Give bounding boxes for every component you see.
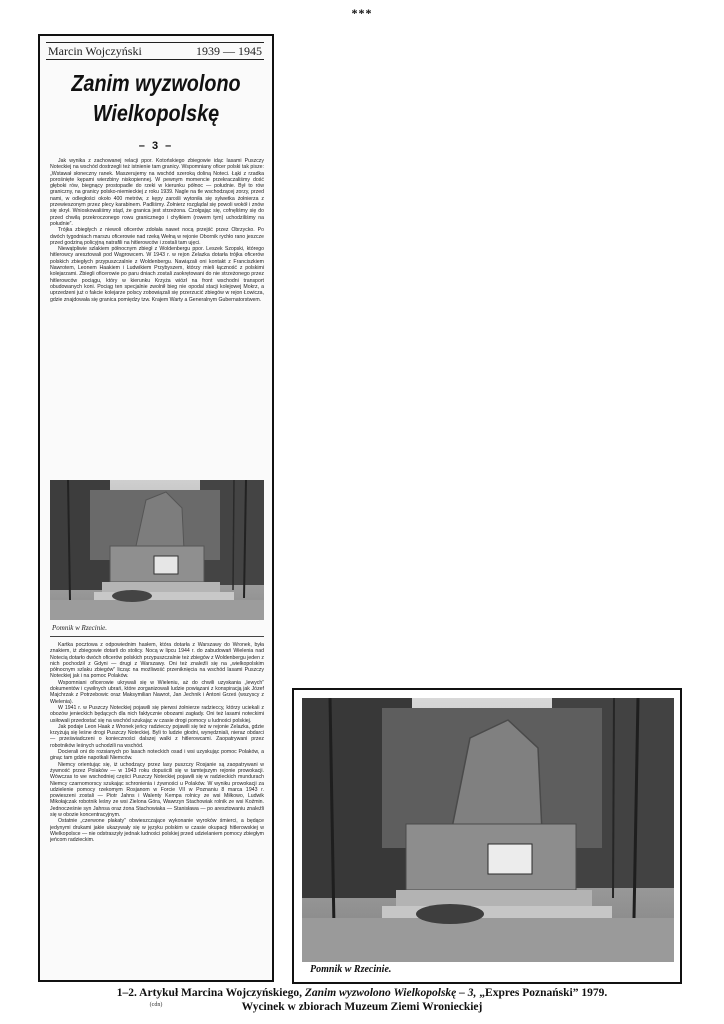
- monument-photo-enlarged: [302, 698, 674, 962]
- monument-photo-enlarged-graphic: [302, 698, 674, 962]
- paragraph: Ostatnie „czerwone plakaty” obwieszczające wykonanie wyroków śmierci, a będące jedynymi drukami jakie ukazywały się w języku polskim w czasie okupacji hitlerowskiej w Wielkopolsce — nie odstraszyły jednak ludności polskiej przed udzielaniem pomocy zbiegłym jeńcom radzieckim.: [50, 818, 264, 844]
- headline-line-1: Zanim wyzwolono: [71, 70, 241, 96]
- article-text-part-2: [50, 642, 264, 1000]
- paragraph: Niemcy orientując się, iż uchodzący przez lasy puszczy Rosjanie są zaopatrywani w żywność przez Polaków — w 1943 roku dopuścili się w tamtejszym rejonie prowokacji. Wówczas to we wschodniej części Puszczy Noteckiej pojawili się w radzieckich mundurach Niemcy czarnomorscy szukając schronienia i żywności u Polaków. W wyniku prowokacji za udzielenie pomocy rzekomym Rosjanom w Forcie VII w Poznaniu 8 marca 1943 r. powieszeni zostali — Piotr Jahns i Walenty Kempa rolnicy ze wsi Miłkowo, Ludwik Mikołajczak robotnik leśny ze wsi Zielona Góra, Wawrzyn Stachowiak rolnik ze wsi Koźmin. Jednocześnie syn Jahnsa oraz żona Stachowiaka — Stanisława — po aresztowaniu znaleźli się w obozie koncentracyjnym.: [50, 761, 264, 819]
- column-divider: [50, 636, 264, 637]
- years-label: 1939 — 1945: [196, 43, 262, 58]
- figure-caption-source: „Expres Poznański” 1979.: [479, 987, 608, 999]
- monument-photo-enlarged-frame: [292, 688, 682, 984]
- paragraph: Trójka zbiegłych z niewoli oficerów zdołała nawet nocą przejść przez Obrzycko. Po dwóch tygodniach marszu oficerowie nad rzeką Wełną w rejonie Obornik rychło rano jeszcze przed godziną policyjną natrafili na hitlerowców i zostali tam ujęci.: [50, 227, 264, 246]
- photo-caption-small: Pomnik w Rzecinie.: [52, 624, 108, 632]
- figure-caption-title: Zanim wyzwolono Wielkopolskę – 3,: [304, 987, 477, 999]
- paragraph: Jak wynika z zachowanej relacji ppor. Kotońskiego zbiegowie idąc lasami Puszczy Noteckiej na wschód dostrzegli też istnienie tam granicy. Wspomniany oficer polski tak pisze: „Wstawał słoneczny ranek. Maszerujemy na wschód szeroką doliną Noteci. Łąki z rzadka porośnięte kępami wierzbiny niskopiennej. W pewnym momencie przekraczaliśmy dość głęboki rów, biegnący prostopadle do rzeki w kierunku północ — południe. Był to rów graniczny, na granicy polsko-niemieckiej z roku 1939. Nagle na tle wschodzącej zorzy, przed nami, w odległości około 400 metrów, z kępy zarośli wytoniła się sylwetka żołnierza z przewieszonym przez plecy karabinem. Padliśmy. Żołnierz rozglądał się powoli wokół i znów się skrył. Wnioskowaliśmy stąd, że granica jest strzeżona. Czołgając się, cofnęliśmy się do przed chwilą przekroczonego rowu granicznego i chyłkiem (rowem tym) uchodziliśmy na południe”.: [50, 158, 264, 227]
- headline: [56, 68, 256, 128]
- clipping-header: [46, 42, 264, 60]
- author-name: Marcin Wojczyński: [48, 43, 142, 58]
- monument-photo-small-graphic: [50, 480, 264, 620]
- paragraph: Niewątpliwie szlakiem północnym zbiegł z Woldenbergu ppor. Leszek Szopski, którego hitlerowcy aresztowali pod Wągrowcem. W 1943 r. w rejon Zelazka dotarła trójka oficerów polskich zbiegłych przypuszczalnie z Woldenbergu. Nawiązali oni kontakt z Franciszkiem Nawrotem, Leonem Haakiem i Ludwikiem Przybyszem, którzy mieli łączność z polskimi kolejarzami. Zbiegli oficerowie po paru dniach zostali zaokrętowani do nie strzeżonego przez hitlerowców pociągu, który w kierunku Krzyża wiózł na front wschodni transport obudowanych koni. Pociąg ten specjalnie zwolnił bieg nie opodal stacji kolejowej Mokrz, a uprzedzeni już o fakcie kolejarze polscy zobowiązali się przerzucić zbiegów w rejon Łowicza, gdzie znajdowała się granica pomiędzy tzw. Krajem Warty a Generalnym Gubernatorstwem.: [50, 246, 264, 303]
- monument-photo-small: [50, 480, 264, 620]
- paragraph: Docierali oni do rozsianych po lasach noteckich osad i wsi uzyskując pomoc Polaków, a ginąc tam gdzie napotkali Niemców.: [50, 749, 264, 762]
- paragraph: Wspomniani oficerowie ukrywali się w Wieleniu, aż do chwili uzyskania „lewych” dokumentów i cywilnych ubrań, które zorganizowali ludzie powiązani z konspiracją jak Józef Majchrzak z Potrzebowic oraz Maksymilian Nawrot, Jan Jechnik i Antoni Grześ (wszyscy z Wielenia).: [50, 679, 264, 705]
- continued-note: (cdn): [149, 1002, 163, 1008]
- photo-caption-enlarged: Pomnik w Rzecinie.: [310, 964, 392, 975]
- figure-caption: [0, 986, 724, 1014]
- series-number: – 3 –: [138, 140, 174, 152]
- paragraph: W 1941 r. w Puszczy Noteckiej pojawili się pierwsi żołnierze radzieccy, którzy uciekali z obozów jenieckich będących dla nich faktycznie obozami zagłady. Oni też lasami noteckimi usiłowali przedostać się na wschód szukając w czasie drogi pomocy u ludności polskiej.: [50, 704, 264, 724]
- headline-line-2: Wielkopolskę: [92, 100, 220, 126]
- article-text-part-1: [50, 158, 264, 480]
- paragraph: Jak podaje Leon Haak z Wronek jeńcy radzieccy pojawili się też w rejonie Zelazka, gdzie krzyżują się leśne drogi Puszczy Noteckiej. Byli to ludzie głodni, wynędzniali, nieraz obdarci — przeświadczeni o konieczności dalszej walki z hitlerowcami. Zaopatrywani przez robotników leśnych uchodzili na wschód.: [50, 723, 264, 749]
- figure-caption-line-1: [0, 986, 724, 1000]
- section-separator: ***: [351, 6, 373, 20]
- figure-caption-line-2: Wycinek w zbiorach Muzeum Ziemi Wronieckiej: [241, 1001, 483, 1013]
- paragraph: Kartka pocztowa z odpowiednim hasłem, która dotarła z Warszawy do Wronek, była znakiem, iż zbiegowie dotarli do stolicy. Nocą w lipcu 1944 r. do zabudowań Wielenia nad Notecią dotarło dwóch oficerów polskich przypuszczalnie też zbiegów z Woldenbergu jeden z nich pochodził z Gdyni — drugi z Warszawy. Oni też znaleźli się na „wielkopolskim północnym szlaku zbiegów” licząc na możliwość przeniknięcia na wschód lasami Puszczy Noteckiej jak i na pomoc Polaków.: [50, 642, 264, 680]
- figure-caption-prefix: 1–2. Artykuł Marcina Wojczyńskiego,: [116, 987, 302, 999]
